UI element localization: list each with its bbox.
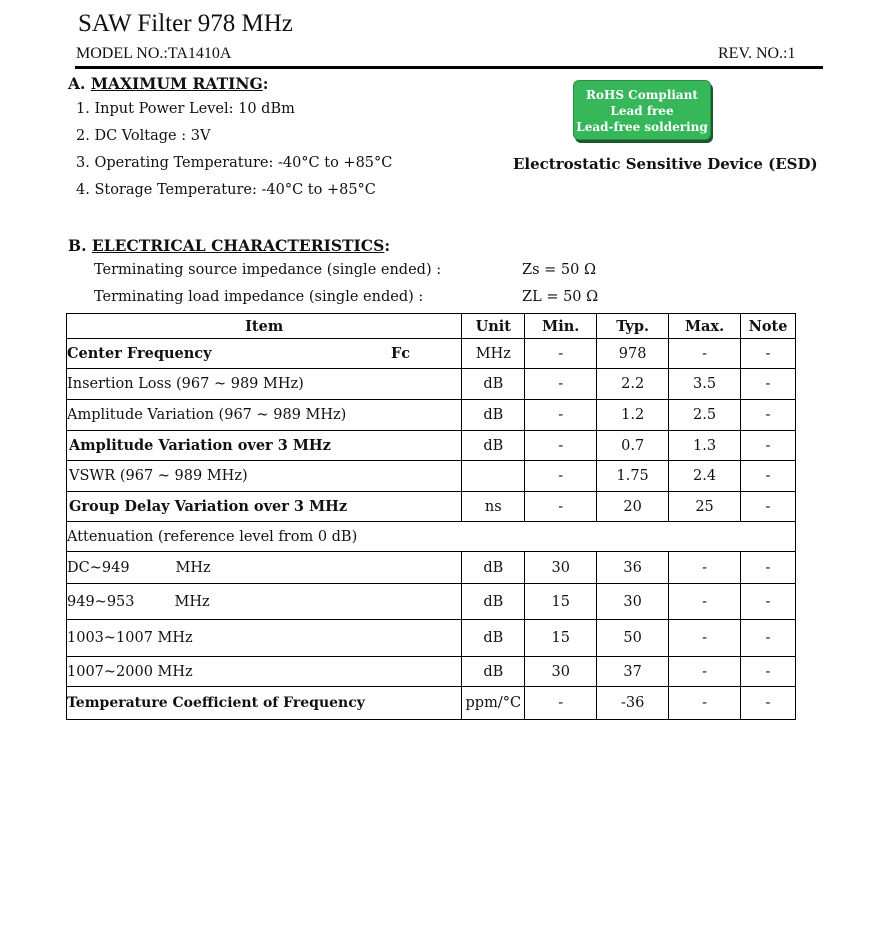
range-unit: MHz xyxy=(175,559,211,576)
header-max: Max. xyxy=(669,314,741,339)
cell-unit: dB xyxy=(462,620,525,657)
cell-item xyxy=(67,552,462,584)
cell-max: - xyxy=(669,620,741,657)
header-item: Item xyxy=(67,314,462,339)
cell-item: Insertion Loss (967 ~ 989 MHz) xyxy=(67,369,462,400)
cell-item: 1003~1007 MHz xyxy=(67,620,462,657)
cell-min: 15 xyxy=(525,584,597,620)
section-b-heading xyxy=(68,236,390,255)
cell-unit: dB xyxy=(462,584,525,620)
rating-item-3: 3. Operating Temperature: -40°C to +85°C xyxy=(76,155,393,171)
cell-note: - xyxy=(741,461,796,492)
cell-item: Amplitude Variation (967 ~ 989 MHz) xyxy=(67,400,462,431)
section-a-letter: A. xyxy=(68,74,86,93)
range-label: 949~953 xyxy=(67,593,135,610)
rating-item-1: 1. Input Power Level: 10 dBm xyxy=(76,101,295,117)
cell-min: - xyxy=(525,400,597,431)
cell-max: - xyxy=(669,552,741,584)
range-label: DC~949 xyxy=(67,559,130,576)
cell-unit: MHz xyxy=(462,339,525,369)
table-row xyxy=(67,339,796,369)
cell-max: 1.3 xyxy=(669,431,741,461)
table-row xyxy=(67,522,796,552)
cell-min: - xyxy=(525,461,597,492)
table-header-row xyxy=(67,314,796,339)
document-title: SAW Filter 978 MHz xyxy=(78,10,293,37)
cell-max: 3.5 xyxy=(669,369,741,400)
cell-note: - xyxy=(741,584,796,620)
range-unit: MHz xyxy=(174,593,210,610)
cell-note: - xyxy=(741,620,796,657)
cell-typ: 2.2 xyxy=(597,369,669,400)
cell-typ: -36 xyxy=(597,687,669,720)
header-min: Min. xyxy=(525,314,597,339)
table-row xyxy=(67,400,796,431)
section-a-colon: : xyxy=(262,74,269,93)
section-b-colon: : xyxy=(384,236,391,255)
section-a-heading xyxy=(68,74,269,93)
section-b-letter: B. xyxy=(68,236,87,255)
model-number: MODEL NO.:TA1410A xyxy=(76,45,232,62)
table-row xyxy=(67,584,796,620)
cell-min: 30 xyxy=(525,657,597,687)
cell-note: - xyxy=(741,687,796,720)
esd-warning: Electrostatic Sensitive Device (ESD) xyxy=(513,155,818,173)
load-impedance-value: ZL = 50 Ω xyxy=(522,289,599,305)
center-frequency-label: Center Frequency xyxy=(67,345,212,362)
cell-max: 25 xyxy=(669,492,741,522)
section-b-title: ELECTRICAL CHARACTERISTICS xyxy=(91,236,385,255)
cell-item: 1007~2000 MHz xyxy=(67,657,462,687)
table-row xyxy=(67,492,796,522)
table-row xyxy=(67,657,796,687)
source-impedance-label: Terminating source impedance (single ended) : xyxy=(94,262,442,278)
attenuation-label: Attenuation (reference level from 0 dB) xyxy=(67,522,796,552)
cell-typ: 50 xyxy=(597,620,669,657)
row-center-frequency xyxy=(67,339,462,369)
table-row xyxy=(67,431,796,461)
cell-unit: dB xyxy=(462,552,525,584)
cell-unit: ns xyxy=(462,492,525,522)
load-impedance-label: Terminating load impedance (single ended) : xyxy=(94,289,424,305)
cell-unit: dB xyxy=(462,400,525,431)
cell-unit: dB xyxy=(462,657,525,687)
header-divider xyxy=(75,66,823,69)
cell-unit xyxy=(462,461,525,492)
cell-typ: 1.2 xyxy=(597,400,669,431)
table-row xyxy=(67,461,796,492)
cell-unit: dB xyxy=(462,369,525,400)
cell-min: - xyxy=(525,492,597,522)
cell-max: 2.5 xyxy=(669,400,741,431)
header-typ: Typ. xyxy=(597,314,669,339)
cell-unit: ppm/°C xyxy=(462,687,525,720)
header-unit: Unit xyxy=(462,314,525,339)
cell-min: - xyxy=(525,339,597,369)
cell-item: Temperature Coefficient of Frequency xyxy=(67,687,462,720)
fc-symbol: Fc xyxy=(391,345,411,362)
cell-typ: 20 xyxy=(597,492,669,522)
cell-note: - xyxy=(741,431,796,461)
cell-min: 30 xyxy=(525,552,597,584)
cell-typ: 37 xyxy=(597,657,669,687)
cell-min: - xyxy=(525,687,597,720)
table-row xyxy=(67,552,796,584)
table-row xyxy=(67,620,796,657)
cell-max: - xyxy=(669,339,741,369)
cell-note: - xyxy=(741,657,796,687)
cell-note: - xyxy=(741,369,796,400)
rohs-badge xyxy=(573,80,711,140)
electrical-characteristics-table xyxy=(66,313,796,720)
header-note: Note xyxy=(741,314,796,339)
cell-note: - xyxy=(741,339,796,369)
rating-item-4: 4. Storage Temperature: -40°C to +85°C xyxy=(76,182,376,198)
rating-item-2: 2. DC Voltage : 3V xyxy=(76,128,211,144)
cell-unit: dB xyxy=(462,431,525,461)
cell-typ: 0.7 xyxy=(597,431,669,461)
table-row xyxy=(67,369,796,400)
cell-item: Amplitude Variation over 3 MHz xyxy=(67,431,462,461)
cell-min: 15 xyxy=(525,620,597,657)
cell-note: - xyxy=(741,400,796,431)
rohs-line-2: Lead free xyxy=(610,104,674,118)
cell-typ: 1.75 xyxy=(597,461,669,492)
cell-max: 2.4 xyxy=(669,461,741,492)
cell-note: - xyxy=(741,552,796,584)
cell-typ: 30 xyxy=(597,584,669,620)
table-row xyxy=(67,687,796,720)
section-a-title: MAXIMUM RATING xyxy=(90,74,263,93)
cell-typ: 36 xyxy=(597,552,669,584)
cell-item: VSWR (967 ~ 989 MHz) xyxy=(67,461,462,492)
cell-max: - xyxy=(669,657,741,687)
cell-note: - xyxy=(741,492,796,522)
cell-min: - xyxy=(525,431,597,461)
rohs-line-3: Lead-free soldering xyxy=(576,120,708,134)
cell-item xyxy=(67,584,462,620)
revision-number: REV. NO.:1 xyxy=(718,45,796,62)
cell-min: - xyxy=(525,369,597,400)
source-impedance-value: Zs = 50 Ω xyxy=(522,262,596,278)
cell-max: - xyxy=(669,687,741,720)
cell-max: - xyxy=(669,584,741,620)
cell-item: Group Delay Variation over 3 MHz xyxy=(67,492,462,522)
cell-typ: 978 xyxy=(597,339,669,369)
rohs-line-1: RoHS Compliant xyxy=(586,88,698,102)
